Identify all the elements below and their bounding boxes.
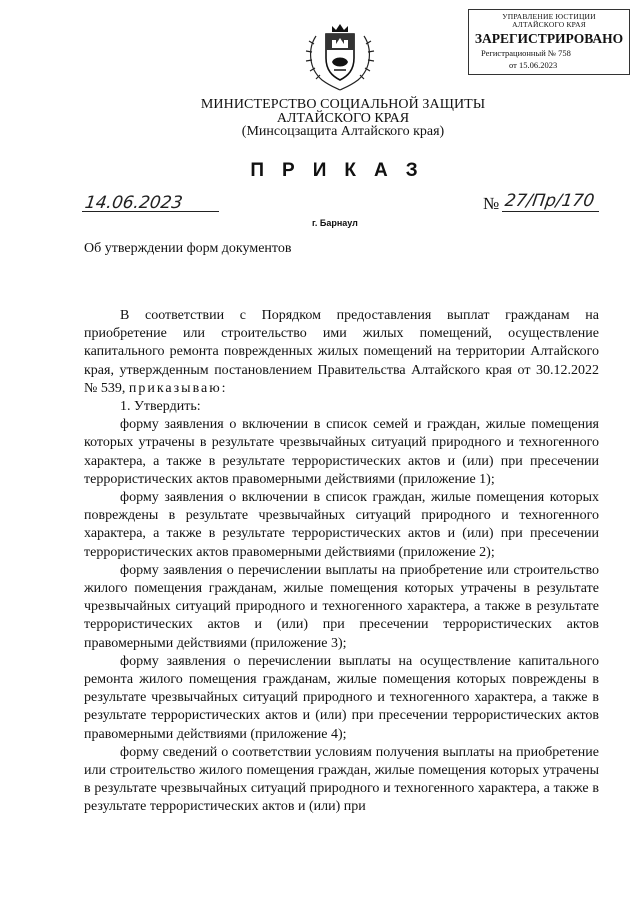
document-type-title: ПРИКАЗ: [250, 160, 436, 181]
intro-paragraph: [84, 307, 599, 398]
item-1: 1. Утвердить:: [120, 399, 201, 415]
ministry-short-name: (Минсоцзащита Алтайского края): [241, 124, 445, 139]
order-body: [84, 307, 599, 817]
form-item-3: форму заявления о перечислении выплаты на приобретение или строительство жилого помещения гражданам, жилые помещения которых утрачены в результате чрезвычайных ситуаций природного и техногенного характера, а также в результате террористических актов и (или) при пресечении террористических актов правомерными действиями (приложение 3);: [84, 562, 599, 651]
order-number: 27/Пр/170: [503, 191, 596, 211]
ministry-name-line1: МИНИСТЕРСТВО СОЦИАЛЬНОЙ ЗАЩИТЫ: [200, 97, 486, 112]
number-label: №: [483, 194, 500, 213]
form-item-4: форму заявления о перечислении выплаты на осуществление капитального ремонта жилого помещения гражданам, жилые помещения которых повреждены в результате чрезвычайных ситуаций природного и техногенного характера, а также в результате террористических актов и (или) при пресечении террористических актов правомерными действиями (приложение 4);: [84, 653, 599, 742]
coat-of-arms-icon: [302, 18, 378, 94]
form-item-1: форму заявления о включении в список семей и граждан, жилые помещения которых утрачены в результате чрезвычайных ситуаций природного и техногенного характера, а также в результате террористических актов и (или) при пресечении террористических актов правомерными действиями (приложение 1);: [84, 417, 599, 487]
intro-text: В соответствии с Порядком предоставления выплат гражданам на приобретение или строительство ими жилых помещений, осуществление капитального ремонта поврежденных жилых помещений на территории Алтайского края, утвержденным постановлением Правительства Алтайского края от 30.12.2022 № 539,: [84, 308, 599, 396]
ministry-header: [0, 98, 640, 139]
form-item-2: форму заявления о включении в список граждан, жилые помещения которых повреждены в результате чрезвычайных ситуаций природного и техногенного характера, а также в результате террористических актов и (или) при пресечении террористических актов правомерными действиями (приложение 2);: [84, 490, 599, 560]
form-item-5: форму сведений о соответствии условиям получения выплаты на приобретение или строительство жилого помещения граждан, жилые помещения которых утрачены в результате чрезвычайных ситуаций природного и техногенного характера, а также в результате террористических актов и (или) при: [84, 744, 599, 815]
order-subject: Об утверждении форм документов: [84, 241, 292, 256]
order-word: приказываю:: [128, 380, 228, 396]
ministry-name-line2: АЛТАЙСКОГО КРАЯ: [276, 110, 410, 126]
stamp-status: ЗАРЕГИСТРИРОВАНО: [474, 31, 624, 46]
stamp-reg-date: от 15.06.2023: [509, 60, 558, 70]
city: г. Барнаул: [312, 218, 358, 228]
number-underline: [502, 211, 599, 212]
stamp-reg-number: Регистрационный № 758: [481, 48, 571, 58]
registration-stamp: [468, 9, 630, 75]
date-underline: [82, 211, 219, 212]
stamp-agency: УПРАВЛЕНИЕ ЮСТИЦИИ АЛТАЙСКОГО КРАЯ: [502, 12, 596, 29]
order-date: 14.06.2023: [83, 193, 184, 213]
